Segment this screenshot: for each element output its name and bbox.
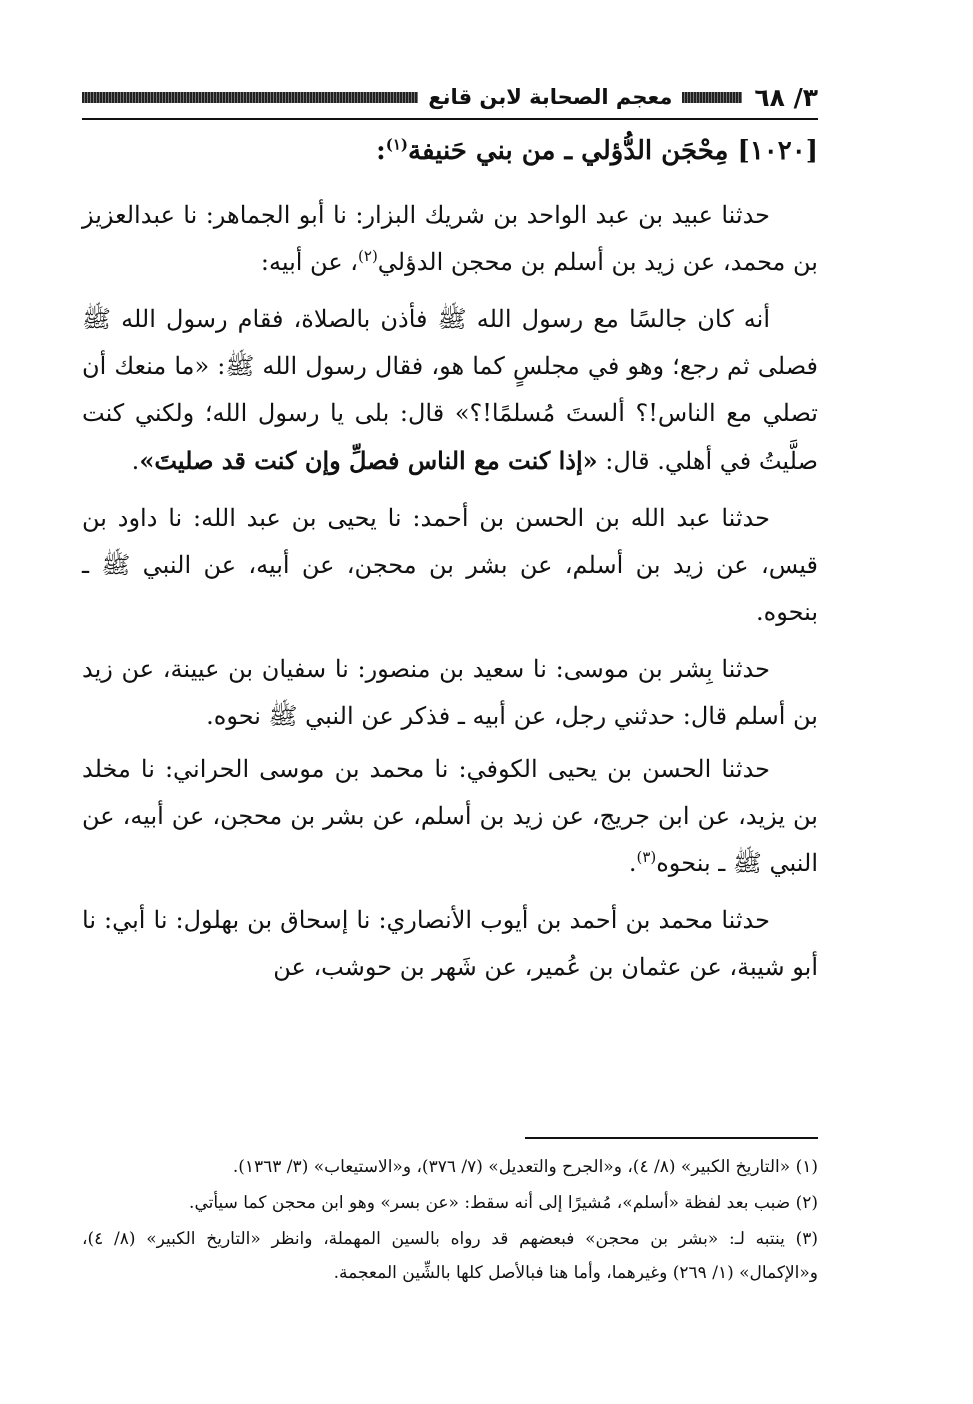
header-rule <box>82 118 818 120</box>
isnad-paragraph: حدثنا محمد بن أحمد بن أيوب الأنصاري: نا إسحاق بن بهلول: نا أبي: نا أبو شيبة، عن عثمان بن عُمير، عن شَهر بن حوشب، عن <box>82 906 818 981</box>
entry-number: [١٠٢٠] <box>737 136 818 166</box>
isnad-paragraph: حدثنا بِشر بن موسى: نا سعيد بن منصور: نا سفيان بن عيينة، عن زيد بن أسلم قال: حدثني رجل، عن أبيه ـ فذكر عن النبي ﷺ نحوه. <box>82 655 818 730</box>
paragraph-text: . <box>628 849 637 877</box>
book-title: معجم الصحابة لابن قانع <box>428 85 673 109</box>
entry-name: مِحْجَن الدُّؤلي ـ من بني حَنيفة <box>408 136 729 166</box>
hadith-paragraph <box>82 296 818 485</box>
isnad-paragraph: حدثنا عبد الله بن الحسن بن أحمد: نا يحيى بن عبد الله: نا داود بن قيس، عن زيد بن أسلم، عن بشر بن محجن، عن أبيه، عن النبي ﷺ ـ بنحوه. <box>82 504 818 626</box>
footnote-1: (١) «التاريخ الكبير» (٨/ ٤)، و«الجرح والتعديل» (٧/ ٣٧٦)، و«الاستيعاب» (٣/ ١٣٦٣). <box>232 1157 818 1177</box>
paragraph-text: . <box>131 447 140 475</box>
footnote-3: (٣) ينتبه لـ: «بشر بن محجن» فبعضهم قد رواه بالسين المهملة، وانظر «التاريخ الكبير» (٨/ ٤)، و«الإكمال» (١/ ٢٦٩) وغيرهما، وأما هنا فبالأصل كلها بالشِّين المعجمة. <box>82 1229 818 1283</box>
header-ornament-bar <box>82 92 418 103</box>
footnotes <box>82 1150 818 1292</box>
paragraph-text: حدثنا عبيد بن عبد الواحد بن شريك البزار: نا أبو الجماهر: نا عبدالعزيز بن محمد، عن زيد بن أسلم بن محجن الدؤلي <box>82 201 818 276</box>
hadith-quote: «إذا كنت مع الناس فصلِّ وإن كنت قد صليتَ» <box>139 446 598 475</box>
entry-heading <box>82 126 818 176</box>
footnote-2: (٢) ضبب بعد لفظة «أسلم»، مُشيرًا إلى أنه سقط: «عن بسر» وهو ابن محجن كما سيأتي. <box>189 1193 818 1213</box>
footnote-rule <box>525 1137 818 1139</box>
footnote-ref[interactable]: (٢) <box>358 247 378 265</box>
footnote-ref[interactable]: (١) <box>385 135 409 154</box>
paragraph-text: حدثنا الحسن بن يحيى الكوفي: نا محمد بن موسى الحراني: نا مخلد بن يزيد، عن ابن جريج، عن زيد بن أسلم، عن بشر بن محجن، عن أبيه، عن النبي ﷺ ـ بنحوه <box>82 755 818 877</box>
main-text <box>82 126 818 1001</box>
paragraph-text: ، عن أبيه: <box>260 248 359 276</box>
footnote-ref[interactable]: (٣) <box>636 848 657 866</box>
header-ornament-bar <box>682 92 742 103</box>
isnad-paragraph <box>82 192 818 286</box>
entry-colon: : <box>376 136 386 166</box>
page-number: ٣/ ٦٨ <box>754 82 818 112</box>
isnad-paragraph <box>82 746 818 887</box>
running-header <box>82 80 818 114</box>
paragraph-text: أنه كان جالسًا مع رسول الله ﷺ فأذن بالصلاة، فقام رسول الله ﷺ فصلى ثم رجع؛ وهو في مجلسٍ كما هو، فقال رسول الله ﷺ: «ما منعك أن تصلي مع الناس!؟ ألستَ مُسلمًا!؟» قال: بلى يا رسول الله؛ ولكني كنت صلَّيتُ في أهلي. قال: <box>82 305 818 475</box>
